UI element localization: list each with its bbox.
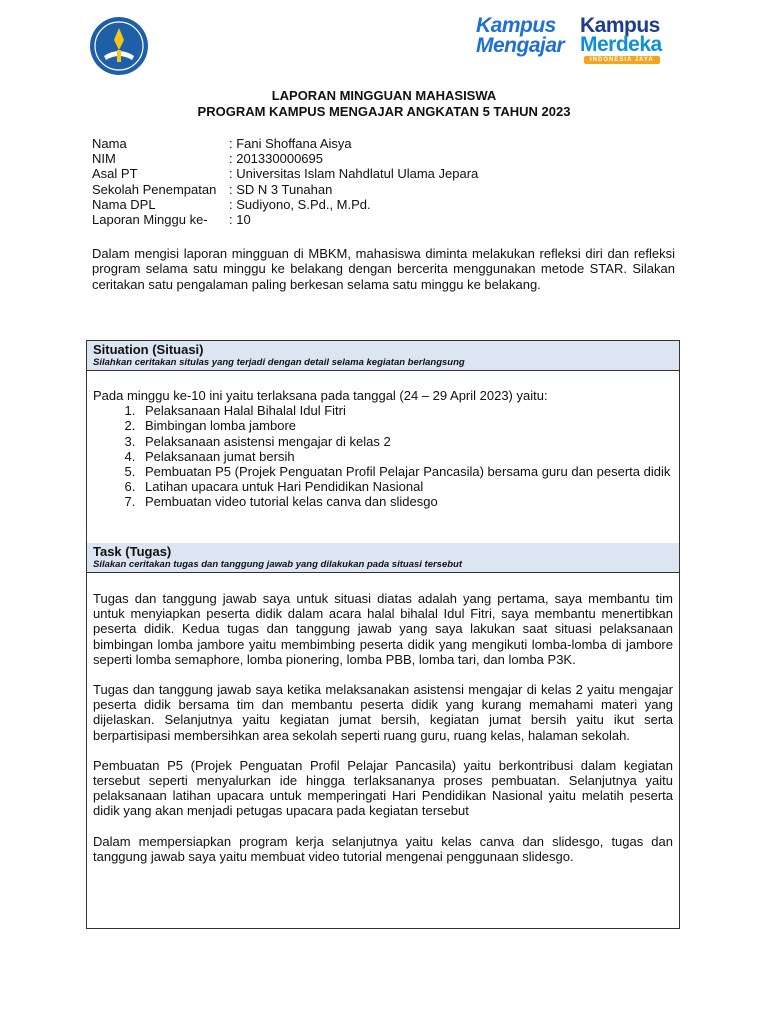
situation-heading: Situation (Situasi) — [93, 342, 204, 357]
situation-lead: Pada minggu ke-10 ini yaitu terlaksana pada tanggal (24 – 29 April 2023) yaitu: — [93, 388, 548, 403]
task-paragraph: Dalam mempersiapkan program kerja selanjutnya yaitu kelas canva dan slidesgo, tugas dan tanggung jawab saya yaitu membuat video tutorial mengenai penggunaan slidesgo. — [93, 833, 673, 864]
task-section — [86, 543, 680, 929]
info-value: : SD N 3 Tunahan — [229, 181, 333, 197]
info-value: : Fani Shoffana Aisya — [229, 136, 352, 151]
list-item: 1. Pelaksanaan Halal Bihalal Idul Fitri — [139, 403, 673, 418]
identity-info — [92, 136, 478, 227]
info-value: : Universitas Islam Nahdlatul Ulama Jepara — [229, 166, 479, 182]
task-heading: Task (Tugas) — [93, 544, 172, 559]
list-item: 2. Bimbingan lomba jambore — [139, 418, 673, 433]
task-paragraph: Tugas dan tanggung jawab saya untuk situasi diatas adalah yang pertama, saya membantu tim untuk menyiapkan peserta didik dalam acara halal bihalal Idul Fitri, saya membantu menertibkan peserta didik. Kedua tugas dan tanggung jawab yang saya lakukan saat situasi pelaksanaan bimbingan lomba jambore yaitu membimbing peserta didik yang mengikuti lomba-lomba di jambore seperti lomba semaphore, lomba pionering, lomba PBB, lomba tari, dan lomba P3K. — [93, 591, 673, 667]
logo-text: Merdeka — [580, 33, 662, 56]
tut-wuri-handayani-logo — [86, 16, 152, 76]
logo-text: Kampus — [476, 14, 556, 37]
list-item: 5. Pembuatan P5 (Projek Penguatan Profil Pelajar Pancasila) bersama guru dan peserta didik — [139, 464, 673, 479]
task-header — [87, 543, 679, 573]
situation-header — [87, 341, 679, 371]
list-item: 4. Pelaksanaan jumat bersih — [139, 449, 673, 464]
info-row — [92, 151, 478, 166]
kampus-logos — [476, 16, 676, 72]
list-item: 3. Pelaksanaan asistensi mengajar di kelas 2 — [139, 434, 673, 449]
task-subheading: Silakan ceritakan tugas dan tanggung jawab yang dilakukan pada situasi tersebut — [93, 559, 463, 570]
task-paragraph: Tugas dan tanggung jawab saya ketika melaksanakan asistensi mengajar di kelas 2 yaitu mengajar peserta didik bersama tim dan membantu peserta didik yang kurang memahami materi yang dijelaskan. Selanjutnya yaitu kegiatan jumat bersih, kegiatan jumat bersih yaitu ikut serta berpartisipasi membersihkan area sekolah seperti ruang guru, ruang kelas, halaman sekolah. — [93, 682, 673, 743]
task-paragraph: Pembuatan P5 (Projek Penguatan Profil Pelajar Pancasila) yaitu berkontribusi dalam kegiatan tersebut seperti menyalurkan ide hingga terlaksananya proses pembuatan. Selanjutnya yaitu pelaksanaan latihan upacara untuk memperingati Hari Pendidikan Nasional yaitu melatih peserta didik yang akan menjadi petugas upacara pada kegiatan tersebut — [93, 757, 673, 819]
info-value: : 201330000695 — [229, 151, 323, 167]
info-label: Asal PT — [92, 166, 138, 182]
info-label: NIM — [92, 151, 116, 167]
info-row — [92, 212, 478, 227]
info-label: Nama DPL — [92, 196, 156, 212]
info-row — [92, 197, 478, 212]
info-label: Laporan Minggu ke- — [92, 212, 208, 228]
info-row — [92, 182, 478, 197]
intro-paragraph: Dalam mengisi laporan mingguan di MBKM, mahasiswa diminta melakukan refleksi diri dan refleksi program selama satu minggu ke belakang dengan bercerita menggunakan metode STAR. Silakan ceritakan satu pengalaman paling berkesan selama satu minggu ke belakang. — [92, 246, 675, 292]
situation-content — [87, 371, 679, 510]
logo-text: Mengajar — [476, 34, 565, 57]
situation-list — [93, 403, 673, 509]
info-value: : Sudiyono, S.Pd., M.Pd. — [229, 196, 371, 212]
info-label: Sekolah Penempatan — [92, 181, 217, 197]
info-row — [92, 166, 478, 181]
report-subtitle: PROGRAM KAMPUS MENGAJAR ANGKATAN 5 TAHUN 2023 — [197, 104, 571, 119]
emblem-icon — [86, 16, 152, 76]
list-item: 6. Latihan upacara untuk Hari Pendidikan Nasional — [139, 479, 673, 494]
info-row — [92, 136, 478, 151]
info-label: Nama — [92, 136, 127, 151]
indonesia-jaya-badge: INDONESIA JAYA — [584, 56, 660, 64]
list-item: 7. Pembuatan video tutorial kelas canva dan slidesgo — [139, 494, 673, 509]
task-content — [87, 573, 679, 864]
report-title: LAPORAN MINGGUAN MAHASISWA — [271, 88, 497, 103]
situation-section — [86, 340, 680, 545]
situation-subheading: Silahkan ceritakan situlas yang terjadi dengan detail selama kegiatan berlangsung — [93, 357, 465, 368]
logo-text: Kampus — [580, 14, 660, 37]
kampus-mengajar-logo — [476, 16, 564, 56]
kampus-merdeka-logo — [580, 16, 662, 54]
info-value: : 10 — [229, 212, 251, 228]
